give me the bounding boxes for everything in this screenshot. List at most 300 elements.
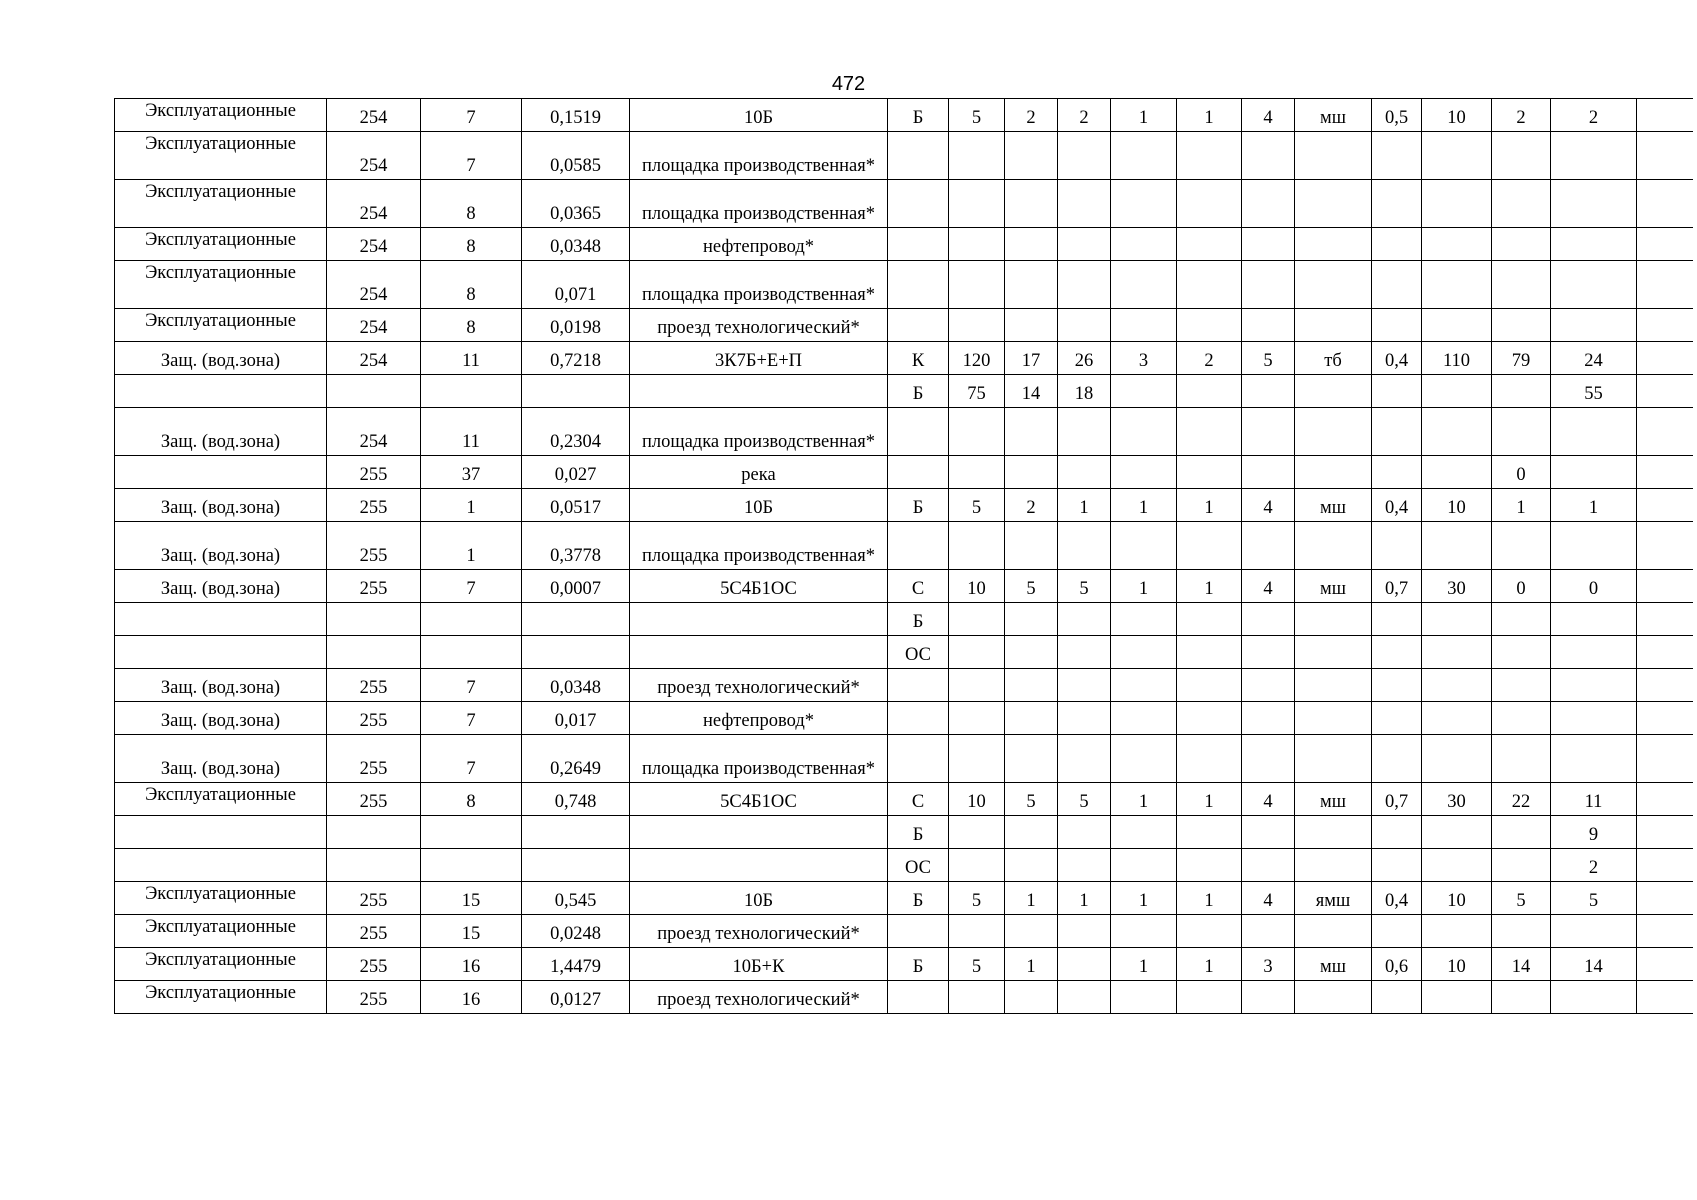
quarter-cell: 254 xyxy=(327,132,421,180)
fullness-cell xyxy=(1372,603,1422,636)
height-cell xyxy=(1005,849,1058,882)
area-cell: 0,0127 xyxy=(522,981,630,1014)
height-cell xyxy=(1005,408,1058,456)
class-cell: 3 xyxy=(1111,342,1177,375)
stock-total-cell xyxy=(1492,735,1551,783)
fullness-cell: 0,6 xyxy=(1372,948,1422,981)
category-cell xyxy=(115,702,327,735)
category-cell xyxy=(115,948,327,981)
height-cell xyxy=(1005,915,1058,948)
composition-cell xyxy=(630,603,888,636)
composition-cell: 5С4Б1ОС xyxy=(630,783,888,816)
table-row xyxy=(115,603,1693,636)
category-cell xyxy=(115,669,327,702)
section-cell: 7 xyxy=(421,99,522,132)
extra-cell xyxy=(1637,603,1693,636)
table-row xyxy=(115,735,1693,783)
area-cell: 0,0248 xyxy=(522,915,630,948)
class-cell: 1 xyxy=(1111,783,1177,816)
stock-total-cell xyxy=(1492,981,1551,1014)
diameter-cell xyxy=(1058,180,1111,228)
section-cell xyxy=(421,849,522,882)
species-stock-cell xyxy=(1551,915,1637,948)
class-cell xyxy=(1111,228,1177,261)
species-cell xyxy=(888,261,949,309)
quarter-cell: 254 xyxy=(327,309,421,342)
stock-per-ha-cell xyxy=(1422,456,1492,489)
quarter-cell: 255 xyxy=(327,981,421,1014)
species-stock-cell: 14 xyxy=(1551,948,1637,981)
stock-per-ha-cell: 110 xyxy=(1422,342,1492,375)
species-cell: Б xyxy=(888,99,949,132)
species-cell xyxy=(888,522,949,570)
quarter-cell: 255 xyxy=(327,915,421,948)
density-cell: 2 xyxy=(1177,342,1242,375)
class-cell xyxy=(1111,735,1177,783)
area-cell: 0,7218 xyxy=(522,342,630,375)
stock-total-cell xyxy=(1492,636,1551,669)
height-cell xyxy=(1005,669,1058,702)
stock-total-cell xyxy=(1492,375,1551,408)
forest-type-cell xyxy=(1295,735,1372,783)
section-cell: 8 xyxy=(421,261,522,309)
age-cell: 5 xyxy=(949,948,1005,981)
quarter-cell xyxy=(327,603,421,636)
forest-type-cell xyxy=(1295,669,1372,702)
extra-cell xyxy=(1637,522,1693,570)
section-cell xyxy=(421,375,522,408)
diameter-cell xyxy=(1058,636,1111,669)
table-body xyxy=(115,99,1693,1014)
table-row xyxy=(115,132,1693,180)
diameter-cell xyxy=(1058,948,1111,981)
area-cell: 0,0007 xyxy=(522,570,630,603)
composition-cell xyxy=(630,816,888,849)
species-stock-cell xyxy=(1551,408,1637,456)
table-row xyxy=(115,375,1693,408)
table-row xyxy=(115,915,1693,948)
stock-total-cell xyxy=(1492,132,1551,180)
quarter-cell xyxy=(327,375,421,408)
composition-cell: нефтепровод* xyxy=(630,228,888,261)
category-cell xyxy=(115,489,327,522)
stock-per-ha-cell xyxy=(1422,228,1492,261)
species-stock-cell: 0 xyxy=(1551,570,1637,603)
stock-per-ha-cell xyxy=(1422,816,1492,849)
composition-cell: проезд технологический* xyxy=(630,309,888,342)
stock-total-cell: 22 xyxy=(1492,783,1551,816)
age-cell xyxy=(949,816,1005,849)
age-cell xyxy=(949,603,1005,636)
fullness-cell: 0,5 xyxy=(1372,99,1422,132)
forest-type-cell xyxy=(1295,309,1372,342)
category-cell xyxy=(115,132,327,180)
bonitet-cell xyxy=(1242,735,1295,783)
stock-per-ha-cell xyxy=(1422,603,1492,636)
composition-cell: 5С4Б1ОС xyxy=(630,570,888,603)
category-cell xyxy=(115,342,327,375)
extra-cell xyxy=(1637,309,1693,342)
composition-cell: площадка производственная* xyxy=(630,261,888,309)
forest-type-cell xyxy=(1295,408,1372,456)
category-cell xyxy=(115,456,327,489)
composition-cell: площадка производственная* xyxy=(630,735,888,783)
stock-total-cell xyxy=(1492,603,1551,636)
area-cell: 0,0365 xyxy=(522,180,630,228)
quarter-cell: 255 xyxy=(327,948,421,981)
class-cell xyxy=(1111,309,1177,342)
age-cell xyxy=(949,915,1005,948)
forest-type-cell xyxy=(1295,228,1372,261)
section-cell: 8 xyxy=(421,228,522,261)
age-cell xyxy=(949,180,1005,228)
bonitet-cell xyxy=(1242,132,1295,180)
forest-type-cell: мш xyxy=(1295,570,1372,603)
height-cell xyxy=(1005,456,1058,489)
extra-cell xyxy=(1637,342,1693,375)
category-text: Эксплуатационные xyxy=(145,230,296,250)
section-cell: 16 xyxy=(421,948,522,981)
forest-type-cell xyxy=(1295,915,1372,948)
category-cell xyxy=(115,522,327,570)
forest-type-cell xyxy=(1295,849,1372,882)
category-cell xyxy=(115,915,327,948)
species-stock-cell xyxy=(1551,180,1637,228)
bonitet-cell: 4 xyxy=(1242,783,1295,816)
extra-cell xyxy=(1637,783,1693,816)
height-cell: 2 xyxy=(1005,489,1058,522)
table-row xyxy=(115,783,1693,816)
species-stock-cell xyxy=(1551,456,1637,489)
extra-cell xyxy=(1637,180,1693,228)
area-cell: 0,1519 xyxy=(522,99,630,132)
age-cell xyxy=(949,408,1005,456)
height-cell: 5 xyxy=(1005,783,1058,816)
stock-per-ha-cell xyxy=(1422,915,1492,948)
fullness-cell xyxy=(1372,456,1422,489)
area-cell xyxy=(522,816,630,849)
age-cell xyxy=(949,522,1005,570)
stock-per-ha-cell: 30 xyxy=(1422,783,1492,816)
species-cell xyxy=(888,915,949,948)
age-cell: 5 xyxy=(949,99,1005,132)
stock-per-ha-cell xyxy=(1422,180,1492,228)
page-number: 472 xyxy=(831,73,866,95)
section-cell: 8 xyxy=(421,309,522,342)
density-cell xyxy=(1177,669,1242,702)
fullness-cell xyxy=(1372,132,1422,180)
composition-cell: 10Б+К xyxy=(630,948,888,981)
stock-total-cell xyxy=(1492,816,1551,849)
section-cell: 7 xyxy=(421,702,522,735)
species-stock-cell xyxy=(1551,603,1637,636)
age-cell xyxy=(949,309,1005,342)
table-row xyxy=(115,522,1693,570)
species-cell: Б xyxy=(888,816,949,849)
quarter-cell xyxy=(327,636,421,669)
forest-type-cell: мш xyxy=(1295,783,1372,816)
species-cell: Б xyxy=(888,882,949,915)
species-stock-cell xyxy=(1551,132,1637,180)
composition-cell: площадка производственная* xyxy=(630,408,888,456)
class-cell xyxy=(1111,702,1177,735)
category-text: Эксплуатационные xyxy=(145,182,296,202)
class-cell xyxy=(1111,522,1177,570)
height-cell: 14 xyxy=(1005,375,1058,408)
height-cell xyxy=(1005,522,1058,570)
category-text: Эксплуатационные xyxy=(145,983,296,1003)
species-stock-cell: 2 xyxy=(1551,849,1637,882)
section-cell xyxy=(421,816,522,849)
category-text: Эксплуатационные xyxy=(145,101,296,121)
stock-total-cell xyxy=(1492,408,1551,456)
area-cell: 0,2304 xyxy=(522,408,630,456)
category-cell xyxy=(115,735,327,783)
age-cell: 5 xyxy=(949,882,1005,915)
extra-cell xyxy=(1637,669,1693,702)
bonitet-cell: 4 xyxy=(1242,882,1295,915)
table-row xyxy=(115,99,1693,132)
diameter-cell xyxy=(1058,981,1111,1014)
fullness-cell: 0,7 xyxy=(1372,570,1422,603)
density-cell: 1 xyxy=(1177,489,1242,522)
species-stock-cell: 11 xyxy=(1551,783,1637,816)
species-stock-cell: 2 xyxy=(1551,99,1637,132)
quarter-cell: 255 xyxy=(327,882,421,915)
density-cell xyxy=(1177,603,1242,636)
fullness-cell xyxy=(1372,981,1422,1014)
diameter-cell xyxy=(1058,915,1111,948)
bonitet-cell xyxy=(1242,228,1295,261)
extra-cell xyxy=(1637,816,1693,849)
height-cell xyxy=(1005,309,1058,342)
species-cell: Б xyxy=(888,489,949,522)
quarter-cell: 255 xyxy=(327,522,421,570)
density-cell: 1 xyxy=(1177,783,1242,816)
composition-cell: проезд технологический* xyxy=(630,915,888,948)
species-cell: ОС xyxy=(888,849,949,882)
fullness-cell xyxy=(1372,261,1422,309)
species-cell xyxy=(888,228,949,261)
quarter-cell: 255 xyxy=(327,456,421,489)
diameter-cell xyxy=(1058,702,1111,735)
diameter-cell: 5 xyxy=(1058,783,1111,816)
category-text: Защ. (вод.зона) xyxy=(160,711,281,731)
category-text: Эксплуатационные xyxy=(145,785,296,805)
category-text: Эксплуатационные xyxy=(145,884,296,904)
quarter-cell: 254 xyxy=(327,408,421,456)
diameter-cell xyxy=(1058,261,1111,309)
bonitet-cell: 4 xyxy=(1242,489,1295,522)
extra-cell xyxy=(1637,375,1693,408)
species-cell xyxy=(888,408,949,456)
age-cell xyxy=(949,702,1005,735)
species-cell xyxy=(888,132,949,180)
class-cell xyxy=(1111,456,1177,489)
bonitet-cell xyxy=(1242,408,1295,456)
composition-cell xyxy=(630,849,888,882)
table-row xyxy=(115,948,1693,981)
bonitet-cell xyxy=(1242,849,1295,882)
quarter-cell: 255 xyxy=(327,570,421,603)
species-stock-cell xyxy=(1551,669,1637,702)
stock-per-ha-cell xyxy=(1422,522,1492,570)
density-cell: 1 xyxy=(1177,948,1242,981)
section-cell: 15 xyxy=(421,882,522,915)
species-stock-cell xyxy=(1551,228,1637,261)
forest-type-cell xyxy=(1295,180,1372,228)
class-cell xyxy=(1111,132,1177,180)
diameter-cell: 26 xyxy=(1058,342,1111,375)
height-cell xyxy=(1005,261,1058,309)
age-cell xyxy=(949,261,1005,309)
class-cell: 1 xyxy=(1111,99,1177,132)
forest-type-cell xyxy=(1295,603,1372,636)
diameter-cell xyxy=(1058,669,1111,702)
class-cell xyxy=(1111,261,1177,309)
stock-total-cell: 2 xyxy=(1492,99,1551,132)
class-cell xyxy=(1111,849,1177,882)
species-stock-cell xyxy=(1551,702,1637,735)
quarter-cell xyxy=(327,849,421,882)
stock-per-ha-cell: 10 xyxy=(1422,489,1492,522)
forest-type-cell xyxy=(1295,261,1372,309)
species-cell: Б xyxy=(888,603,949,636)
stock-per-ha-cell xyxy=(1422,981,1492,1014)
extra-cell xyxy=(1637,915,1693,948)
extra-cell xyxy=(1637,735,1693,783)
density-cell xyxy=(1177,261,1242,309)
quarter-cell: 255 xyxy=(327,735,421,783)
bonitet-cell: 4 xyxy=(1242,570,1295,603)
area-cell: 0,545 xyxy=(522,882,630,915)
table-row xyxy=(115,702,1693,735)
composition-cell: 10Б xyxy=(630,882,888,915)
section-cell xyxy=(421,603,522,636)
stock-per-ha-cell xyxy=(1422,408,1492,456)
species-stock-cell: 1 xyxy=(1551,489,1637,522)
section-cell: 8 xyxy=(421,180,522,228)
stock-per-ha-cell xyxy=(1422,735,1492,783)
species-cell: ОС xyxy=(888,636,949,669)
age-cell: 75 xyxy=(949,375,1005,408)
category-cell xyxy=(115,981,327,1014)
category-cell xyxy=(115,783,327,816)
diameter-cell xyxy=(1058,408,1111,456)
category-text: Эксплуатационные xyxy=(145,917,296,937)
density-cell xyxy=(1177,735,1242,783)
composition-cell: нефтепровод* xyxy=(630,702,888,735)
table-row xyxy=(115,849,1693,882)
diameter-cell xyxy=(1058,603,1111,636)
area-cell xyxy=(522,636,630,669)
forest-type-cell xyxy=(1295,132,1372,180)
bonitet-cell: 4 xyxy=(1242,99,1295,132)
diameter-cell xyxy=(1058,849,1111,882)
bonitet-cell xyxy=(1242,261,1295,309)
stock-per-ha-cell xyxy=(1422,849,1492,882)
class-cell xyxy=(1111,981,1177,1014)
fullness-cell xyxy=(1372,522,1422,570)
diameter-cell: 1 xyxy=(1058,882,1111,915)
forest-type-cell xyxy=(1295,522,1372,570)
extra-cell xyxy=(1637,570,1693,603)
diameter-cell xyxy=(1058,816,1111,849)
area-cell: 0,0585 xyxy=(522,132,630,180)
diameter-cell xyxy=(1058,309,1111,342)
density-cell: 1 xyxy=(1177,99,1242,132)
table-row xyxy=(115,228,1693,261)
stock-total-cell xyxy=(1492,849,1551,882)
category-text: Эксплуатационные xyxy=(145,134,296,154)
height-cell xyxy=(1005,132,1058,180)
diameter-cell: 18 xyxy=(1058,375,1111,408)
height-cell: 1 xyxy=(1005,948,1058,981)
diameter-cell xyxy=(1058,735,1111,783)
fullness-cell xyxy=(1372,735,1422,783)
area-cell: 0,0348 xyxy=(522,228,630,261)
category-text: Эксплуатационные xyxy=(145,950,296,970)
species-stock-cell xyxy=(1551,981,1637,1014)
stock-per-ha-cell xyxy=(1422,261,1492,309)
section-cell: 7 xyxy=(421,669,522,702)
age-cell: 120 xyxy=(949,342,1005,375)
category-text: Защ. (вод.зона) xyxy=(160,432,281,452)
species-cell: С xyxy=(888,783,949,816)
extra-cell xyxy=(1637,456,1693,489)
bonitet-cell: 5 xyxy=(1242,342,1295,375)
height-cell: 2 xyxy=(1005,99,1058,132)
density-cell xyxy=(1177,309,1242,342)
category-text: Защ. (вод.зона) xyxy=(160,546,281,566)
forest-type-cell xyxy=(1295,816,1372,849)
height-cell xyxy=(1005,816,1058,849)
stock-total-cell xyxy=(1492,702,1551,735)
table-row xyxy=(115,489,1693,522)
quarter-cell: 254 xyxy=(327,261,421,309)
stock-total-cell xyxy=(1492,180,1551,228)
stock-per-ha-cell xyxy=(1422,702,1492,735)
stock-total-cell: 5 xyxy=(1492,882,1551,915)
stock-total-cell xyxy=(1492,522,1551,570)
class-cell xyxy=(1111,375,1177,408)
density-cell xyxy=(1177,915,1242,948)
composition-cell: проезд технологический* xyxy=(630,981,888,1014)
category-text: Защ. (вод.зона) xyxy=(160,579,281,599)
diameter-cell xyxy=(1058,228,1111,261)
table-row xyxy=(115,981,1693,1014)
extra-cell xyxy=(1637,948,1693,981)
age-cell xyxy=(949,849,1005,882)
diameter-cell: 5 xyxy=(1058,570,1111,603)
density-cell xyxy=(1177,408,1242,456)
stock-total-cell: 1 xyxy=(1492,489,1551,522)
class-cell xyxy=(1111,915,1177,948)
height-cell xyxy=(1005,603,1058,636)
quarter-cell: 255 xyxy=(327,489,421,522)
extra-cell xyxy=(1637,99,1693,132)
density-cell xyxy=(1177,981,1242,1014)
species-stock-cell: 55 xyxy=(1551,375,1637,408)
composition-cell xyxy=(630,636,888,669)
height-cell xyxy=(1005,636,1058,669)
bonitet-cell xyxy=(1242,816,1295,849)
table-row xyxy=(115,456,1693,489)
class-cell: 1 xyxy=(1111,948,1177,981)
height-cell xyxy=(1005,180,1058,228)
stock-per-ha-cell: 10 xyxy=(1422,882,1492,915)
stock-total-cell xyxy=(1492,261,1551,309)
